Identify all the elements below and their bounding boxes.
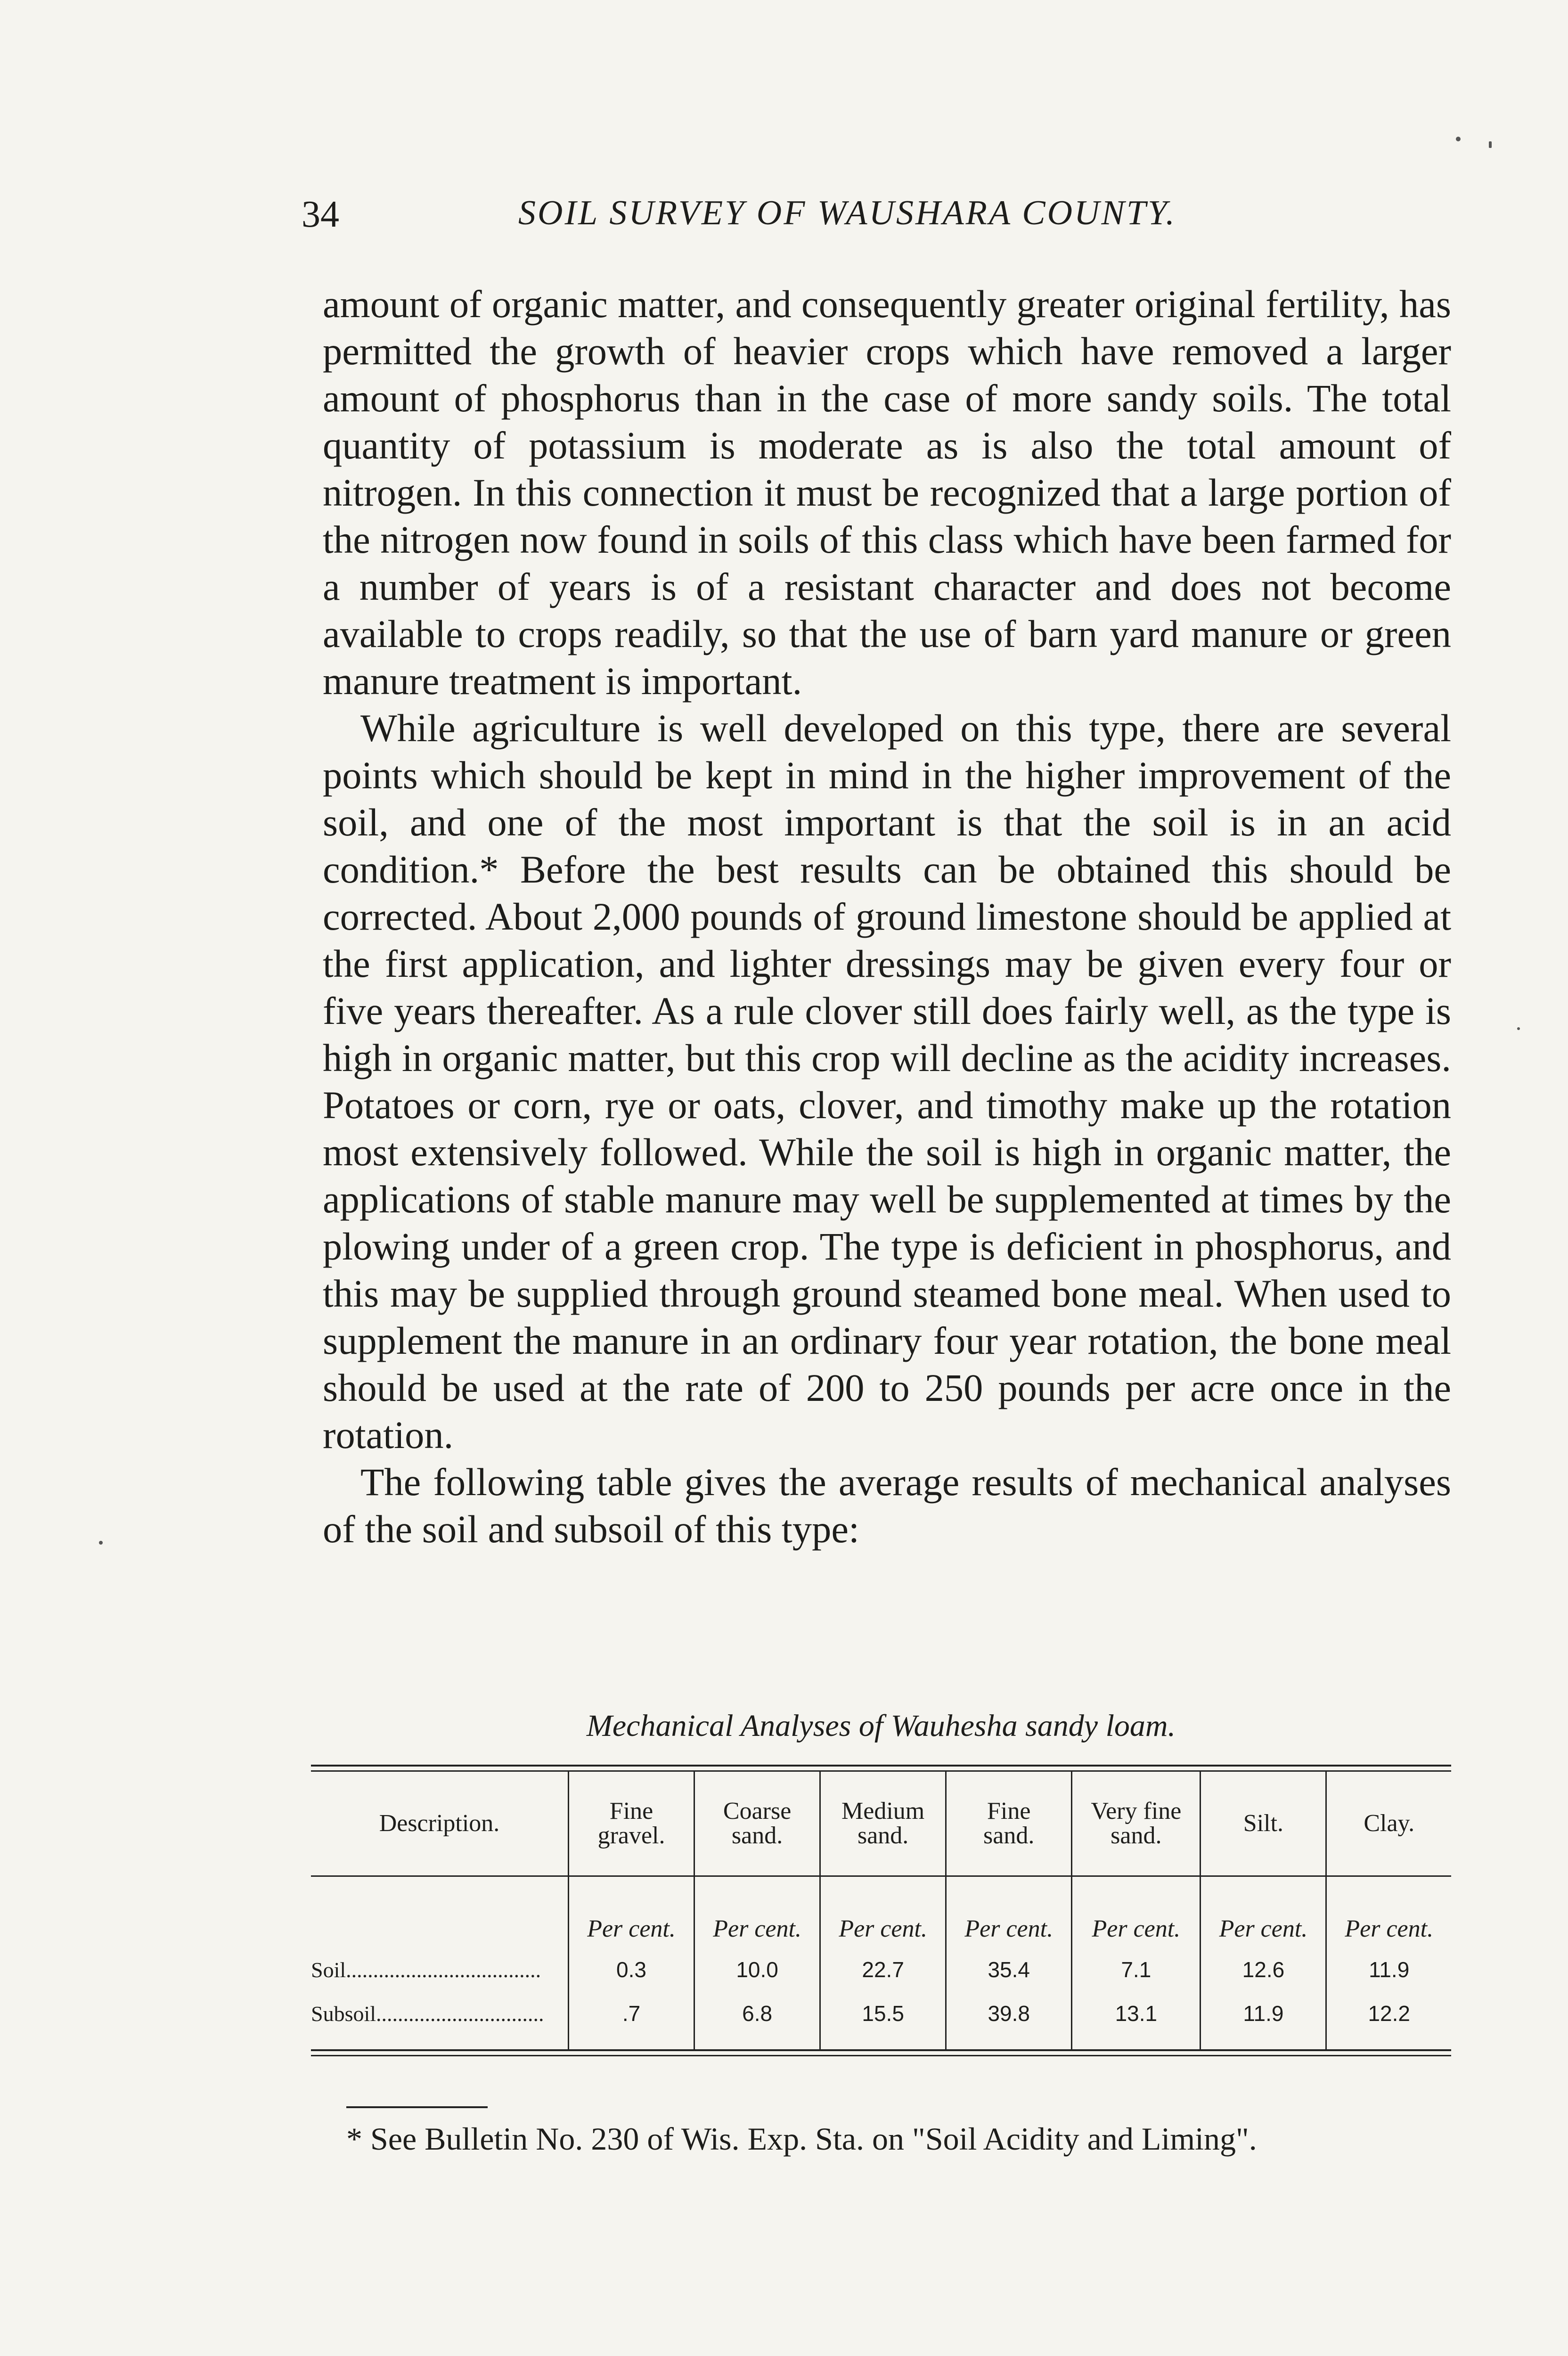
- footnote-rule: [346, 2106, 488, 2108]
- table-cell: 11.9: [1326, 1949, 1451, 1990]
- column-header-row: [311, 1772, 1451, 1876]
- column-header-very-fine-sand: Very fine sand.: [1072, 1772, 1200, 1876]
- column-header-fine-gravel: Fine gravel.: [569, 1772, 694, 1876]
- table-cell: 6.8: [694, 1990, 820, 2049]
- column-header-fine-sand: Fine sand.: [946, 1772, 1072, 1876]
- table-cell: 12.2: [1326, 1990, 1451, 2049]
- units-cell: Per cent.: [1200, 1876, 1326, 1950]
- table-cell: 7.1: [1072, 1949, 1200, 1990]
- units-cell: Per cent.: [820, 1876, 946, 1950]
- table-cell: 10.0: [694, 1949, 820, 1990]
- column-header-silt: Silt.: [1200, 1772, 1326, 1876]
- row-label: Subsoil...............................: [311, 2001, 544, 2026]
- units-cell: Per cent.: [946, 1876, 1072, 1950]
- table-cell: 12.6: [1200, 1949, 1326, 1990]
- table-cell: 39.8: [946, 1990, 1072, 2049]
- paragraph-table-intro: The following table gives the average results of mechanical analyses of the soil and subsoil of this type:: [323, 1460, 1451, 1551]
- column-header-clay: Clay.: [1326, 1772, 1451, 1876]
- table-cell: 15.5: [820, 1990, 946, 2049]
- units-row: [311, 1876, 1451, 1950]
- body-text: [323, 280, 1451, 1553]
- row-label: Soil....................................: [311, 1957, 541, 1982]
- table-cell: 0.3: [569, 1949, 694, 1990]
- table-cell: 11.9: [1200, 1990, 1326, 2049]
- page-number: 34: [302, 194, 339, 235]
- column-header-medium-sand: Medium sand.: [820, 1772, 946, 1876]
- table-cell: 22.7: [820, 1949, 946, 1990]
- scan-speck: [99, 1541, 103, 1545]
- scan-speck: [1489, 141, 1492, 148]
- table-bottom-rule: [311, 2049, 1451, 2056]
- units-cell: Per cent.: [1072, 1876, 1200, 1950]
- scan-speck: [1517, 1027, 1520, 1030]
- units-cell: Per cent.: [1326, 1876, 1451, 1950]
- column-header-coarse-sand: Coarse sand.: [694, 1772, 820, 1876]
- table-row-soil: [311, 1949, 1451, 1990]
- analysis-grid: [311, 1772, 1451, 2049]
- units-cell: Per cent.: [694, 1876, 820, 1950]
- running-head: [302, 193, 1451, 250]
- table-cell: 13.1: [1072, 1990, 1200, 2049]
- mechanical-analysis-table: [311, 1765, 1451, 2056]
- scan-speck: [1456, 137, 1461, 141]
- paragraph-agriculture: While agriculture is well developed on this type, there are several points which should be kept in mind in the higher improvement of the soil, and one of the most important is that the soil is in an acid condition.* Before the best results can be obtained this should be corrected. About 2,000 pounds of ground limestone should be applied at the first application, and lighter dressings may be given every four or five years thereafter. As a rule clover still does fairly well, as the type is high in organic matter, but this crop will decline as the acidity increases. Potatoes or corn, rye or oats, clover, and timothy make up the rotation most extensively followed. While the soil is high in organic matter, the applications of stable manure may well be supplemented at times by the plowing under of a green crop. The type is deficient in phosphorus, and this may be supplied through ground steamed bone meal. When used to supplement the manure in an ordinary four year rotation, the bone meal should be used at the rate of 200 to 250 pounds per acre once in the rotation.: [323, 706, 1451, 1456]
- running-title: SOIL SURVEY OF WAUSHARA COUNTY.: [518, 194, 1176, 232]
- table-top-rule: [311, 1765, 1451, 1772]
- footnote: * See Bulletin No. 230 of Wis. Exp. Sta. on "Soil Acidity and Liming".: [346, 2121, 1257, 2157]
- units-cell: [311, 1876, 569, 1950]
- table-cell: 35.4: [946, 1949, 1072, 1990]
- table-cell: .7: [569, 1990, 694, 2049]
- paragraph-continued: amount of organic matter, and consequently greater original fertility, has permitted the growth of heavier crops which have removed a larger amount of phosphorus than in the case of more sandy soils. The total quantity of potassium is moderate as is also the total amount of nitrogen. In this connection it must be recognized that a large portion of the nitrogen now found in soils of this class which have been farmed for a number of years is of a resistant character and does not become available to crops readily, so that the use of barn yard manure or green manure treatment is important.: [323, 282, 1451, 703]
- units-cell: Per cent.: [569, 1876, 694, 1950]
- column-header-description: Description.: [311, 1772, 569, 1876]
- table-caption: Mechanical Analyses of Wauhesha sandy loam.: [586, 1709, 1176, 1743]
- table-row-subsoil: [311, 1990, 1451, 2049]
